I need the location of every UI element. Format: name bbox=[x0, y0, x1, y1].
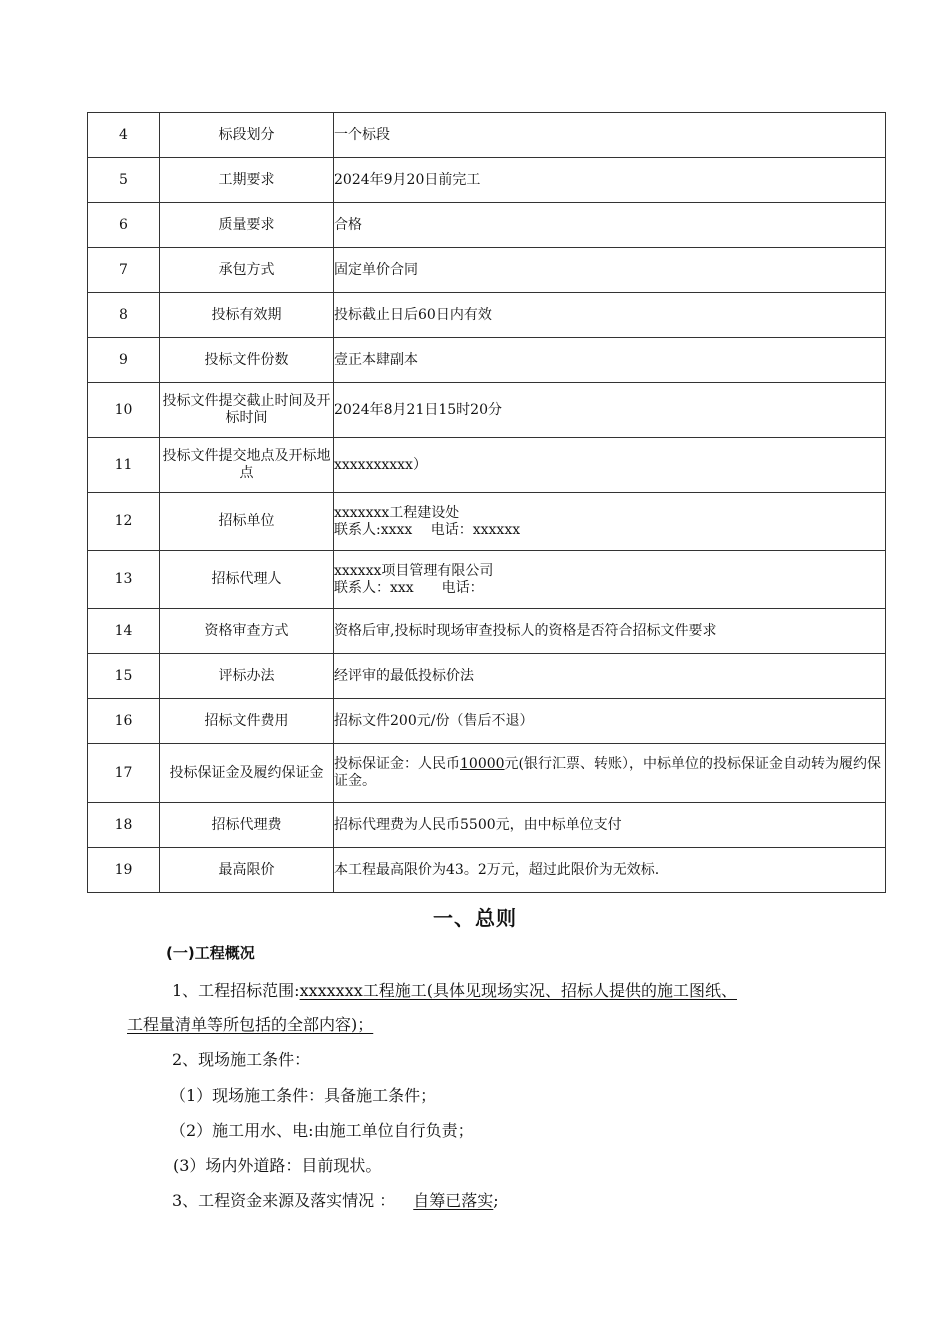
row-item: 质量要求 bbox=[160, 203, 334, 248]
row-value: 招标代理费为人民币5500元，由中标单位支付 bbox=[334, 803, 886, 848]
row-number: 8 bbox=[88, 293, 160, 338]
table-row bbox=[88, 248, 886, 293]
row-value: xxxxxxxxxx） bbox=[334, 438, 886, 493]
row-number: 9 bbox=[88, 338, 160, 383]
row-number: 19 bbox=[88, 848, 160, 893]
table-row bbox=[88, 744, 886, 803]
paragraph-item1-cont bbox=[127, 1012, 373, 1035]
paragraph-item2: 2、现场施工条件： bbox=[172, 1050, 311, 1069]
row-item: 投标有效期 bbox=[160, 293, 334, 338]
row-value: 招标文件200元/份（售后不退） bbox=[334, 699, 886, 744]
table-row bbox=[88, 113, 886, 158]
row-value: 2024年9月20日前完工 bbox=[334, 158, 886, 203]
bid-info-table bbox=[87, 112, 886, 893]
row-number: 6 bbox=[88, 203, 160, 248]
table-row bbox=[88, 493, 886, 551]
section-heading: 一、总则 bbox=[433, 906, 517, 930]
row-value: 固定单价合同 bbox=[334, 248, 886, 293]
row-item: 承包方式 bbox=[160, 248, 334, 293]
row-value-line1: xxxxxxx工程建设处 bbox=[334, 504, 460, 521]
row-value bbox=[334, 551, 886, 609]
row-value: 合格 bbox=[334, 203, 886, 248]
row-item: 最高限价 bbox=[160, 848, 334, 893]
row-number: 5 bbox=[88, 158, 160, 203]
table-row bbox=[88, 438, 886, 493]
row-item: 标段划分 bbox=[160, 113, 334, 158]
table-row bbox=[88, 848, 886, 893]
row-value: 投标截止日后60日内有效 bbox=[334, 293, 886, 338]
table-row bbox=[88, 158, 886, 203]
row-number: 7 bbox=[88, 248, 160, 293]
row-item: 招标代理费 bbox=[160, 803, 334, 848]
table-row bbox=[88, 609, 886, 654]
paragraph-item2-1: （1）现场施工条件：具备施工条件； bbox=[170, 1086, 437, 1105]
deposit-amount: 10000 bbox=[460, 756, 505, 772]
row-value bbox=[334, 493, 886, 551]
row-value-line1: xxxxxx项目管理有限公司 bbox=[334, 562, 494, 579]
item1-scope: xxxxxxx工程施工(具体见现场实况、招标人提供的施工图纸、 bbox=[299, 981, 737, 1000]
row-value bbox=[334, 744, 886, 803]
row-number: 15 bbox=[88, 654, 160, 699]
row-number: 13 bbox=[88, 551, 160, 609]
row-item: 投标文件份数 bbox=[160, 338, 334, 383]
row-number: 11 bbox=[88, 438, 160, 493]
item1-scope-cont: 工程量清单等所包括的全部内容)； bbox=[127, 1015, 374, 1034]
row-item: 评标办法 bbox=[160, 654, 334, 699]
row-value: 本工程最高限价为43。2万元，超过此限价为无效标. bbox=[334, 848, 886, 893]
row-number: 4 bbox=[88, 113, 160, 158]
row-value-text: 元(银行汇票、转账），中标单位的投标保证金自动转为履约保证金。 bbox=[334, 756, 882, 789]
row-number: 12 bbox=[88, 493, 160, 551]
table-row bbox=[88, 203, 886, 248]
row-value-text: 投标保证金：人民币 bbox=[334, 756, 460, 772]
table-row bbox=[88, 699, 886, 744]
table-row bbox=[88, 383, 886, 438]
item3-end: ; bbox=[493, 1191, 499, 1210]
item1-label: 1、工程招标范围: bbox=[172, 981, 300, 1000]
paragraph-item1 bbox=[172, 978, 737, 1001]
row-value-line2: 联系人:xxxx 电话：xxxxxx bbox=[334, 521, 521, 538]
row-item: 投标文件提交地点及开标地点 bbox=[160, 438, 334, 493]
row-item: 投标文件提交截止时间及开标时间 bbox=[160, 383, 334, 438]
row-number: 14 bbox=[88, 609, 160, 654]
row-value: 经评审的最低投标价法 bbox=[334, 654, 886, 699]
section-subheading: (一)工程概况 bbox=[166, 944, 255, 962]
row-item: 招标代理人 bbox=[160, 551, 334, 609]
row-number: 16 bbox=[88, 699, 160, 744]
row-item: 资格审查方式 bbox=[160, 609, 334, 654]
row-item: 工期要求 bbox=[160, 158, 334, 203]
paragraph-item2-2: （2）施工用水、电:由施工单位自行负责； bbox=[170, 1121, 474, 1140]
table-row bbox=[88, 338, 886, 383]
table-row bbox=[88, 551, 886, 609]
row-item: 投标保证金及履约保证金 bbox=[160, 744, 334, 803]
paragraph-item2-3: (3）场内外道路：目前现状。 bbox=[173, 1156, 382, 1175]
item3-label: 3、工程资金来源及落实情况 ： bbox=[172, 1191, 396, 1210]
row-item: 招标文件费用 bbox=[160, 699, 334, 744]
item3-value: 自筹已落实 bbox=[413, 1191, 494, 1210]
row-item: 招标单位 bbox=[160, 493, 334, 551]
row-value: 壹正本肆副本 bbox=[334, 338, 886, 383]
row-value-line2: 联系人：xxx 电话： bbox=[334, 579, 484, 596]
row-number: 10 bbox=[88, 383, 160, 438]
table-row bbox=[88, 803, 886, 848]
row-value: 2024年8月21日15时20分 bbox=[334, 383, 886, 438]
row-number: 18 bbox=[88, 803, 160, 848]
paragraph-item3 bbox=[172, 1188, 499, 1211]
row-value: 资格后审,投标时现场审查投标人的资格是否符合招标文件要求 bbox=[334, 609, 886, 654]
row-number: 17 bbox=[88, 744, 160, 803]
table-row bbox=[88, 654, 886, 699]
table-row bbox=[88, 293, 886, 338]
row-value: 一个标段 bbox=[334, 113, 886, 158]
